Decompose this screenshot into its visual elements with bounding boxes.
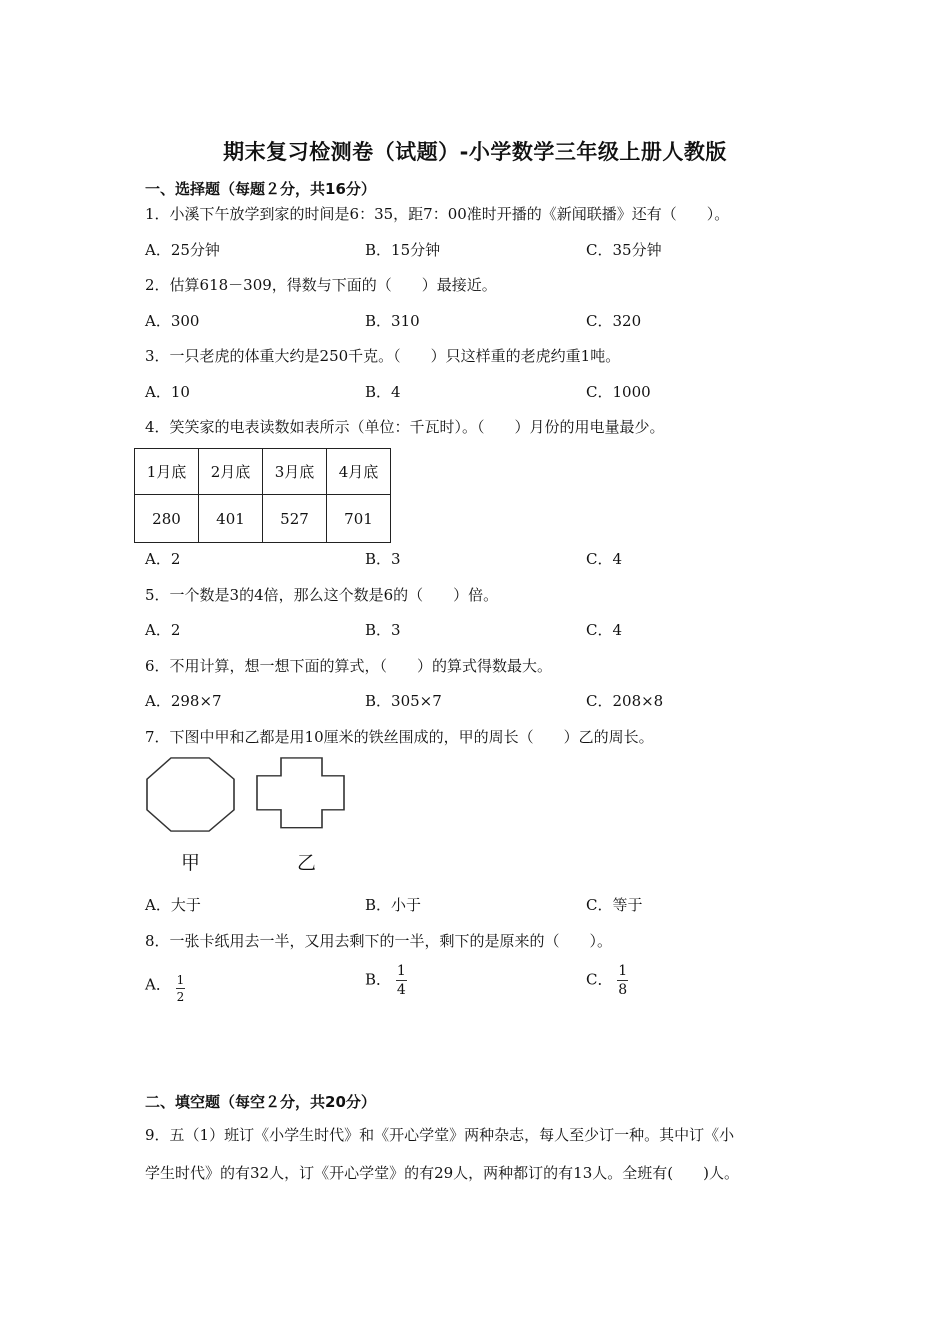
q5-option-a: A．2 [145,621,181,639]
q7-option-a: A．大于 [145,896,201,914]
q6-option-b: B．305×7 [365,692,442,710]
table-value-cell: 527 [263,495,327,543]
q1-option-c: C．35分钟 [586,241,662,259]
question-4: 4．笑笑家的电表读数如表所示（单位：千瓦时）。（ ）月份的用电量最少。 [145,418,665,436]
q1-option-a: A．25分钟 [145,241,220,259]
table-header-cell: 3月底 [263,449,327,495]
table-value-cell: 280 [135,495,199,543]
section-heading-fill-blank: 二、填空题（每空２分，共20分） [145,1093,376,1111]
page-title: 期末复习检测卷（试题）-小学数学三年级上册人教版 [223,140,727,164]
q8-option-c-prefix: C． [586,970,613,989]
q8-option-b [365,964,407,997]
q5-option-c: C．4 [586,621,623,639]
table-header-cell: 2月底 [199,449,263,495]
fraction-denominator: 2 [176,990,185,1004]
question-3: 3．一只老虎的体重大约是250千克。（ ）只这样重的老虎约重1吨。 [145,347,621,365]
q8-option-b-prefix: B． [365,970,392,989]
q1-option-b: B．15分钟 [365,241,441,259]
q4-option-c: C．4 [586,550,623,568]
fraction-one-eighth [617,964,628,997]
cross-shape-yi [257,758,344,828]
question-5: 5．一个数是3的4倍，那么这个数是6的（ ）倍。 [145,586,499,604]
fraction-numerator: 1 [396,963,406,979]
q6-option-c: C．208×8 [586,692,664,710]
q6-option-a: A．298×7 [145,692,222,710]
q7-option-c: C．等于 [586,896,643,914]
fraction-one-quarter [396,964,407,997]
fraction-numerator: 1 [176,973,185,987]
question-6: 6．不用计算，想一想下面的算式，（ ）的算式得数最大。 [145,657,553,675]
section-heading-choice: 一、选择题（每题２分，共16分） [145,180,376,198]
shapes-figure [140,752,360,832]
octagon-shape-jia [147,758,234,831]
shape-label-yi: 乙 [297,852,317,874]
table-header-cell: 4月底 [327,449,391,495]
question-9-line-2: 学生时代》的有32人，订《开心学堂》的有29人，两种都订的有13人。全班有( )人。 [145,1164,739,1182]
q4-option-a: A．2 [145,550,181,568]
fraction-denominator: 8 [618,982,628,998]
fraction-numerator: 1 [618,963,628,979]
q5-option-b: B．3 [365,621,401,639]
shape-label-jia: 甲 [181,852,201,874]
q2-option-c: C．320 [586,312,642,330]
q8-option-a [145,968,185,1003]
question-8: 8．一张卡纸用去一半，又用去剩下的一半，剩下的是原来的（ ）。 [145,932,613,950]
q2-option-a: A．300 [145,312,200,330]
question-2: 2．估算618－309，得数与下面的（ ）最接近。 [145,276,497,294]
question-9-line-1: 9．五（1）班订《小学生时代》和《开心学堂》两种杂志，每人至少订一种。其中订《小 [145,1126,735,1144]
q4-option-b: B．3 [365,550,401,568]
fraction-denominator: 4 [396,982,406,998]
q3-option-c: C．1000 [586,383,651,401]
meter-reading-table [134,448,391,543]
question-7: 7．下图中甲和乙都是用10厘米的铁丝围成的，甲的周长（ ）乙的周长。 [145,728,654,746]
q3-option-b: B．4 [365,383,401,401]
q3-option-a: A．10 [145,383,190,401]
fraction-one-half [176,974,186,1003]
q2-option-b: B．310 [365,312,420,330]
question-1: 1．小溪下午放学到家的时间是6：35，距7：00准时开播的《新闻联播》还有（ ）。 [145,205,730,223]
table-value-cell: 401 [199,495,263,543]
q8-option-c [586,964,628,997]
table-header-cell: 1月底 [135,449,199,495]
q8-option-a-prefix: A． [145,975,171,994]
table-value-cell: 701 [327,495,391,543]
q7-option-b: B．小于 [365,896,422,914]
